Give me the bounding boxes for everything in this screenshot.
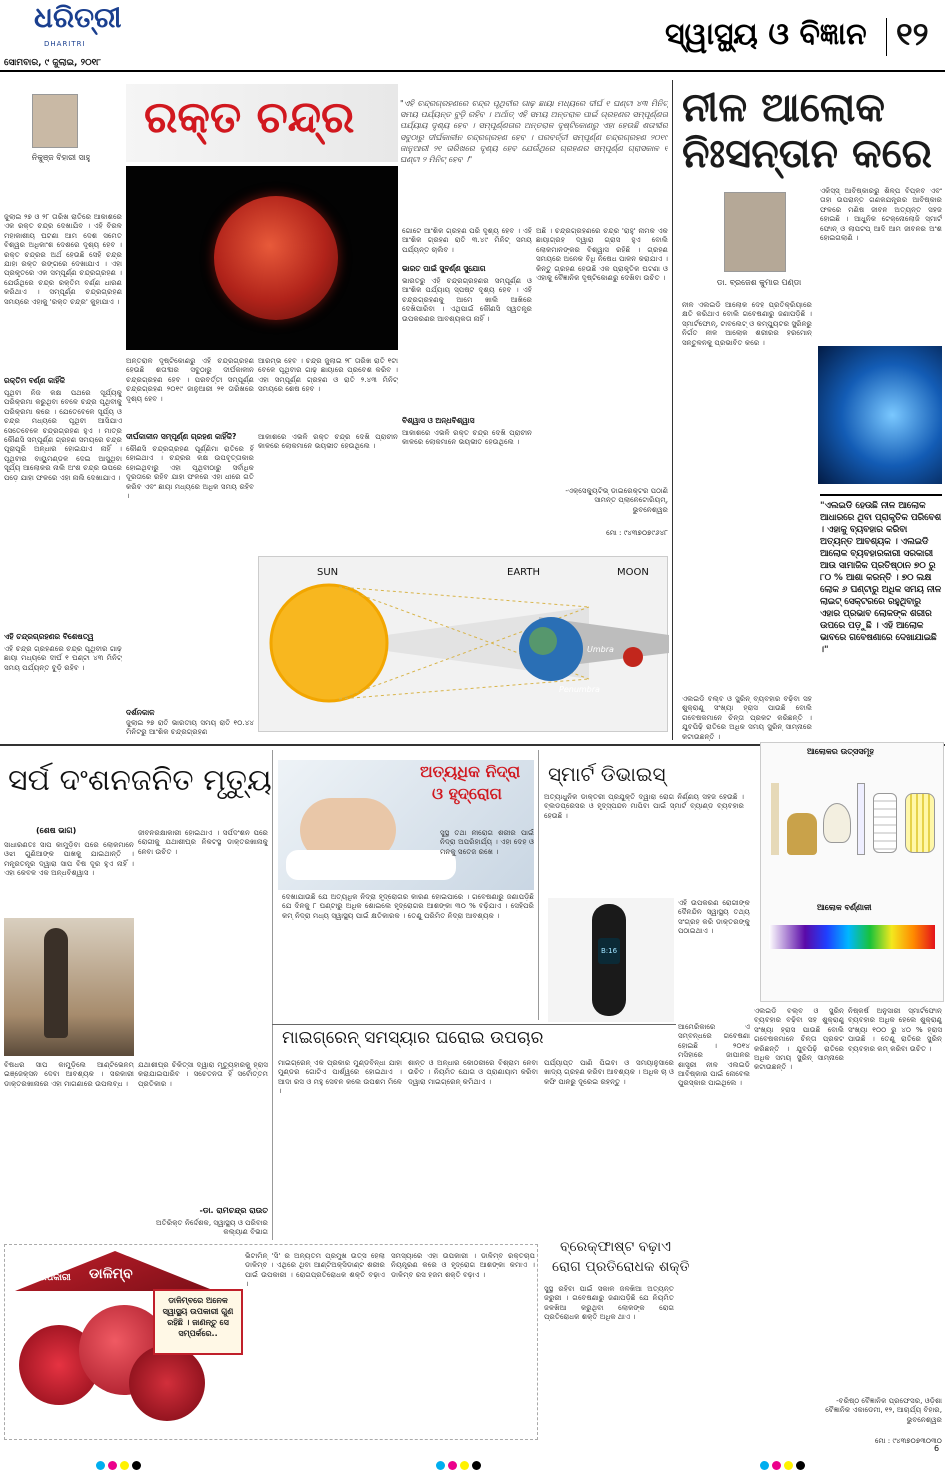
spectrum-bar — [805, 925, 935, 949]
date-line: ସୋମବାର, ୯ ଜୁଲାଇ, ୨୦୧୮ — [4, 58, 101, 68]
snakebite-byline2: ଅତିରିକ୍ତ ନିର୍ଦ୍ଦେଶକ, ସ୍ୱାସ୍ଥ୍ୟ ଓ ପରିବାର କଲ୍ୟାଣ ବିଭାଗ — [155, 1218, 268, 1237]
pomegranate-label: ଉପକାରୀ — [39, 1273, 71, 1283]
light-sources-title: ଆଲୋକର ଉତ୍ସସମୂହ — [807, 747, 875, 756]
blood-moon-sub-viewing: ଦର୍ଶନକାଳ — [126, 708, 155, 717]
spectrum-title: ଆଲୋକ ବର୍ଣ୍ଣାଳୀ — [817, 903, 872, 912]
masthead-logo: ଧରିତ୍ରୀ — [34, 1, 122, 34]
blue-light-phone: ମୋ : ୯୪୩୭୦୭୩୦୩୦ — [874, 1436, 942, 1445]
footer-bar — [0, 1444, 945, 1471]
blood-moon-col3: ଆରମ୍ଭ ହେବ । ଚନ୍ଦ୍ର ଜୁଲାଇ ୨୮ ତାରିଖ ରାତି ୧ଟା ବେଳେ ପୃଥିବୀର ଗାଢ଼ ଛାୟାରେ ପ୍ରବେଶ କରିବ । ଏହା ସମ୍ପୂର୍ଣ୍ଣ ଗ୍ରହଣ ଓ ରାତି ୨.୪୩ ମିନିଟ୍ ସମୟରେ ଶେଷ ହେବ । — [258, 356, 398, 394]
blood-moon-sub2: ଏହି ଚନ୍ଦ୍ରଗ୍ରହଣର ବିଶେଷତ୍ୱ — [4, 632, 94, 641]
blood-moon-byline: -ଏକ୍ସେକ୍ୟୁଟିଭ୍ ଡାଇରେକ୍ଟର ପଠାଣି ସାମନ୍ତ ପ୍ଲାନେଟୋରିୟମ୍, ଭୁବନେଶ୍ୱର — [565, 486, 668, 514]
blue-light-col3-text: ଆମେରିକାରେ ଏ ସମ୍ବନ୍ଧରେ ଗବେଷଣା ହୋଇଛି । ୨୦୧୪ ମସିହାରେ ଜାପାନର ଶାସ୍ତ୍ରୀ ନୀଳ ଏଲଇଡି ଆବିଷ୍କାର ପାଇଁ ନୋବେଲ ପୁରସ୍କାର ପାଇଥିଲେ । — [678, 1022, 750, 1088]
smart-band-photo — [548, 898, 674, 1022]
breakfast-title-1: ବ୍ରେକ୍‌ଫାଷ୍ଟ ବଢ଼ାଏ — [560, 1239, 671, 1255]
blood-moon-col1: ଜୁଲାଇ ୨୭ ଓ ୨୮ ତାରିଖ ରାତିରେ ଆକାଶରେ ଏକ ରକ୍ତ ଚନ୍ଦ୍ର ଦେଖାଯିବ । ଏହି ବିରଳ ମହାକାଶୀୟ ଘଟଣା ଆମ ଦେଶ ସମେତ ବିଶ୍ୱର ଅଧିକାଂଶ ଦେଶରେ ଦୃଶ୍ୟ ହେବ । ରକ୍ତ ଚନ୍ଦ୍ରର ଅର୍ଥ ହେଉଛି ସେହି ଚନ୍ଦ୍ର ଯାହା ରକ୍ତ ରଙ୍ଗରେ ଦେଖାଯାଏ । ଏହା ପ୍ରକୃତରେ ଏକ ସମ୍ପୂର୍ଣ୍ଣ ଚନ୍ଦ୍ରଗ୍ରହଣ । ଯେଉଁଥିରେ ଚନ୍ଦ୍ର ରକ୍ତିମ ବର୍ଣ୍ଣ ଧାରଣ କରିଥାଏ । ସମ୍ପୂର୍ଣ୍ଣ ଚନ୍ଦ୍ରଗ୍ରହଣ ସମୟରେ ଏହାକୁ 'ରକ୍ତ ଚନ୍ଦ୍ର' କୁହାଯାଏ । — [4, 212, 122, 306]
registration-marks-right — [760, 1455, 808, 1471]
smart-title: ସ୍ମାର୍ଟ ଡିଭାଇସ୍ — [548, 762, 666, 786]
page-marker: 6 — [934, 1444, 940, 1453]
snakebite-byline: -ଡା. ରାମଚନ୍ଦ୍ର ରାଉତ — [199, 1206, 268, 1215]
led-strip-photo — [818, 346, 942, 484]
page-number: ୧୨ — [896, 15, 929, 53]
blood-moon-col3b: ଗୋଟେ ଆଂଶିକ ଗ୍ରହଣ ପରି ଦୃଶ୍ୟ ହେବ । ଏହି ଆଂଶିକ ଗ୍ରହଣ ରାତି ୩.୪୯ ମିନିଟ୍ ସମୟ ପର୍ଯ୍ୟନ୍ତ ଚାଲିବ । — [402, 226, 532, 254]
snakebite-col4: ଯଥାଶୀଘ୍ର ଚିକିତ୍ସା ଦ୍ୱାରା ମୃତ୍ୟୁହାରକୁ ହ୍ରାସ କରାଯାଇପାରିବ । ସଚେତନତା ହିଁ ସର୍ବୋତ୍ତମ ପ୍ରତିକାର । — [138, 1060, 268, 1088]
registration-marks-mid — [436, 1455, 484, 1471]
blood-moon-title: ରକ୍ତ ଚନ୍ଦ୍ର — [144, 92, 355, 143]
snakebite-title: ସର୍ପ ଦଂଶନଜନିତ ମୃତ୍ୟୁ — [8, 763, 272, 798]
pomegranate-callout: ଡାଳିମ୍ବରେ ଅନେକ ସ୍ୱାସ୍ଥ୍ୟ ଉପକାରୀ ଗୁଣ ରହିଛି । ଜାଣନ୍ତୁ ସେ ସମ୍ପର୍କରେ.. — [153, 1289, 243, 1355]
blood-moon-col3c: ଭାରତରୁ ଏହି ଚନ୍ଦ୍ରଗ୍ରହଣର ସମ୍ପୂର୍ଣ୍ଣ ଓ ଆଂଶିକ ପର୍ଯ୍ୟାୟ ସ୍ପଷ୍ଟ ଦୃଶ୍ୟ ହେବ । ଏହି ଚନ୍ଦ୍ରଗ୍ରହଣକୁ ଆମେ ଖାଲି ଆଖିରେ ଦେଖିପାରିବା । ଏଥିପାଇଁ କୌଣସି ସ୍ୱତନ୍ତ୍ର ଉପକରଣର ଆବଶ୍ୟକତା ନାହିଁ । — [402, 276, 532, 323]
migraine-col1: ମାଇଗ୍ରେନ୍ ଏକ ପ୍ରକାର ମୁଣ୍ଡବିନ୍ଧା ଯାହା ମୁଣ୍ଡର ଗୋଟିଏ ପାର୍ଶ୍ୱରେ ହୋଇଥାଏ । ଆଦା ରସ ଓ ମହୁ ସେବନ କଲେ ଉପଶମ ମିଳେ । — [278, 1058, 402, 1096]
column-rule-2 — [272, 750, 273, 1240]
registration-marks-left — [96, 1455, 144, 1471]
blood-moon-col3d: ଆକାଶରେ ଏଭଳି ରକ୍ତ ଚନ୍ଦ୍ର ଦେଖି ପ୍ରାଚୀନ କାଳରେ ଲୋକମାନେ ଭୟଭୀତ ହେଉଥିଲେ । — [402, 428, 532, 447]
oil-lamp-icon — [787, 813, 817, 855]
sleep-intro: ସୁସ୍ଥ ତଥା ନୀରୋଗ ଶରୀର ପାଇଁ ନିଦ୍ରା ଅପରିହାର୍ଯ୍ୟ । ଏହା ଦେହ ଓ ମନକୁ ସତେଜ ରଖେ । — [440, 828, 534, 856]
sleep-title-2: ଓ ହୃଦ୍‌ରୋଗ — [432, 784, 502, 803]
author2-photo — [724, 192, 786, 272]
blood-moon-col3-more: ଆକାଶରେ ଏଭଳି ରକ୍ତ ଚନ୍ଦ୍ର ଦେଖି ପ୍ରାଚୀନ କାଳରେ ଲୋକମାନେ ଭୟଭୀତ ହେଉଥିଲେ । — [258, 432, 398, 451]
blue-light-intro: ଏକିସ୍ସ୍ ଆବିଷ୍କାରରୁ ଶିଳ୍ପ ବିପ୍ଳବ ଏବଂ ତାହା ଉପରାନ୍ତ ଗଣକଯନ୍ତ୍ରର ଆବିଷ୍କାର ଫଳରେ ମଣିଷ ଜୀବନ ଅତ୍ୟନ୍ତ ସହଜ ହୋଇଛି । ଆଧୁନିକ ଟେକ୍ନୋଲୋଜି ସ୍ମାର୍ଟ ଫୋନ୍ ଓ ଲାପଟପ୍ ଆଦି ଆମ ଜୀବନର ଅଂଶ ହୋଇଗଲାଣି । — [820, 186, 942, 243]
snakebite-col2: ଜୀବନରକ୍ଷାକାରୀ ହୋଇଥାଏ । ସର୍ପଦଂଶନ ପରେ ରୋଗୀକୁ ଯଥାଶୀଘ୍ର ନିକଟସ୍ଥ ଡାକ୍ତରଖାନାକୁ ନେବା ଉଚିତ । — [138, 828, 268, 856]
red-moon-image — [214, 196, 338, 320]
sun-label: SUN — [317, 567, 339, 578]
pomegranate-col2: ସମସ୍ୟାରେ ଏହା ଉପକାରୀ । ଡାଳିମ୍ବ ରକ୍ତଚାପ ନିୟନ୍ତ୍ରଣ କରେ ଓ ହୃଦ୍‌ରୋଗ ଆଶଙ୍କା କମାଏ । ଡାଳିମ୍ବ ରସ ହଜମ ଶକ୍ତି ବଢ଼ାଏ । — [391, 1251, 535, 1279]
column-rule — [672, 80, 673, 740]
author2-caption: ଡା. ବ୍ରଜେଶ କୁମାର ପଣ୍ଡା — [716, 278, 802, 287]
blood-moon-phone: ମୋ : ୯୪୩୭୦୭୯୬୪୮ — [606, 528, 668, 537]
author-caption: ନିକୁଞ୍ଜ ବିହାରୀ ସାହୁ — [31, 153, 91, 162]
blood-moon-sub4: ଭାରତ ପାଇଁ ସୁବର୍ଣ୍ଣ ସୁଯୋଗ — [402, 264, 486, 273]
led-bulb-icon — [905, 793, 935, 853]
cobra-photo — [4, 918, 134, 1056]
pomegranate-col1: ଭିଟାମିନ୍ 'ସି' ର ଅନ୍ୟତମ ପ୍ରମୁଖ ଉତ୍ସ ହେଲା ଡାଳିମ୍ବ । ଏଥିରେ ଥିବା ଆଣ୍ଟିଅକ୍ସିଡାଣ୍ଟ ଶରୀର ପାଇଁ ଉପକାରୀ । ରୋଗପ୍ରତିରୋଧକ ଶକ୍ତି ବଢ଼ାଏ । — [245, 1251, 385, 1289]
umbra-label: Umbra — [587, 645, 614, 654]
candle-icon — [771, 783, 779, 855]
bulb-icon — [823, 803, 851, 843]
column-rule-3 — [538, 750, 539, 1020]
blue-light-col4: ନିଷ୍କର୍ଷ ଅନୁସାରୀ ସ୍ମାର୍ଟଫୋନ୍ ବ୍ୟବହାର ଅଧିକ ହେଲେ ଶୁକ୍ରାଣୁ ସଂଖ୍ୟା ୧୦୦ ରୁ ୪୦ % ହ୍ରାସ ପାଉଛି । ତେଣୁ ରାତିରେ ସ୍କ୍ରିନ୍ ବ୍ୟବହାର କମ୍ କରିବା ଉଚିତ । — [848, 1006, 942, 1053]
masthead-rule — [0, 70, 945, 72]
blue-light-byline: -ବରିଷ୍ଠ ବୈଜ୍ଞାନିକ ପ୍ରଫେସର, ଓଡ଼ିଶା ବୈଜ୍ଞାନିକ ଏକାଡେମୀ, ୧୨, ଆଚାର୍ଯ୍ୟ ବିହାର, ଭୁବନେଶ୍ୱର — [825, 1396, 942, 1424]
snakebite-col3: ବିଷଧର ସାପ କାମୁଡ଼ିଲେ ଆଣ୍ଟିଭେନମ୍ ଇଞ୍ଜେକ୍ସନ ଦେବା ଆବଶ୍ୟକ । ସରକାରୀ ଡାକ୍ତରଖାନାରେ ଏହା ମାଗଣାରେ ଉପଲବ୍ଧ । — [4, 1060, 134, 1088]
masthead-divider — [886, 18, 887, 56]
breakfast-body: ସୁସ୍ଥ ରହିବା ପାଇଁ ସକାଳ ଜଳଖିଆ ଅତ୍ୟନ୍ତ ଜରୁରୀ । ଗବେଷଣାରୁ ଜଣାପଡ଼ିଛି ଯେ ନିୟମିତ ଜଳଖିଆ କରୁଥିବା ଲୋକଙ୍କ ରୋଗ ପ୍ରତିରୋଧକ ଶକ୍ତି ଅଧିକ ଥାଏ । — [544, 1284, 674, 1322]
migraine-title: ମାଇଗ୍ରେନ୍ ସମସ୍ୟାର ଘରୋଇ ଉପଚାର — [282, 1028, 544, 1048]
pomegranate-title: ଡାଳିମ୍ବ — [89, 1266, 133, 1282]
masthead-logo-sub: DHARITRI — [44, 40, 86, 48]
moon-label: MOON — [617, 567, 649, 578]
blood-moon-col4: ଅଛି । ଚନ୍ଦ୍ରଗ୍ରହଣରେ ଚନ୍ଦ୍ର 'ରାହୁ' ନାମକ ଏକ ଛାୟାଗ୍ରହ ଦ୍ୱାରା ଗ୍ରାସ ହୁଏ ବୋଲି ଲୋକମାନଙ୍କର ବିଶ୍ୱାସ ରହିଛି । ଗ୍ରହଣ ସମୟରେ ଅନେକ ବିଧି ନିଷେଧ ପାଳନ କରାଯାଏ । କିନ୍ତୁ ଗ୍ରହଣ ହେଉଛି ଏକ ପ୍ରାକୃତିକ ଘଟଣା ଓ ଏହାକୁ ବୈଜ୍ଞାନିକ ଦୃଷ୍ଟିକୋଣରୁ ଦେଖିବା ଉଚିତ । — [536, 226, 668, 283]
blood-moon-sub3: ଦୀର୍ଘକାଳୀନ ସମ୍ପୂର୍ଣ୍ଣ ଗ୍ରହଣ କାହିଁକି? — [126, 432, 237, 441]
sun-shape — [271, 585, 387, 701]
migraine-col3: ପର୍ଯ୍ୟାପ୍ତ ପାଣି ପିଇବା ଓ ସମୟାନୁସାରେ ଖାଦ୍ୟ ଗ୍ରହଣ କରିବା ଆବଶ୍ୟକ । ଅଧିକ ଚା ଓ କଫି ପାନରୁ ଦୂରେଇ ରହନ୍ତୁ । — [544, 1058, 674, 1086]
blood-moon-col1c: ଏହି ଚନ୍ଦ୍ର ଗ୍ରହଣରେ ଚନ୍ଦ୍ର ପୃଥିବୀର ଗାଢ଼ ଛାୟା ମଧ୍ୟରେ ଦୀର୍ଘ ୧ ଘଣ୍ଟା ୪୩ ମିନିଟ୍ ସମୟ ପର୍ଯ୍ୟନ୍ତ ବୁଡ଼ି ରହିବ । — [4, 644, 122, 672]
penumbra-label: Penumbra — [559, 685, 600, 694]
band-screen-shape: B:16 — [598, 938, 620, 964]
smart-body-2: ଏହି ଉପକରଣ ରୋଗୀଙ୍କ ଦୈନନ୍ଦିନ ସ୍ୱାସ୍ଥ୍ୟ ତଥ୍ୟ ସଂଗ୍ରହ କରି ଡାକ୍ତରଙ୍କୁ ପଠାଇଥାଏ । — [678, 898, 750, 936]
blood-moon-col1b: ପୃଥିବୀ ନିଜ କକ୍ଷ ପଥରେ ସୂର୍ଯ୍ୟକୁ ପରିକ୍ରମା କରୁଥିବା ବେଳେ ଚନ୍ଦ୍ର ପୃଥିବୀକୁ ପରିକ୍ରମା କରେ । ଯେତେବେଳେ ସୂର୍ଯ୍ୟ ଓ ଚନ୍ଦ୍ର ମଧ୍ୟରେ ପୃଥିବୀ ଆସିଯାଏ ସେତେବେଳେ ଚନ୍ଦ୍ରଗ୍ରହଣ ହୁଏ । ମାତ୍ର କୌଣସି ସମ୍ପୂର୍ଣ୍ଣ ଗ୍ରହଣ ସମୟରେ ଚନ୍ଦ୍ର ପୂରାପୂରି ଅନ୍ଧାର ହୋଇଯାଏ ନାହିଁ । ପୃଥିବୀର ବାୟୁମଣ୍ଡଳ ଦେଇ ଆସୁଥିବା ସୂର୍ଯ୍ୟ ଆଲୋକର ନାଲି ଅଂଶ ଚନ୍ଦ୍ର ଉପରେ ପଡ଼େ ଯାହା ଫଳରେ ଏହା ନାଲି ଦେଖାଯାଏ । — [4, 388, 122, 482]
section-title: ସ୍ୱାସ୍ଥ୍ୟ ଓ ବିଜ୍ଞାନ — [665, 17, 867, 52]
pillow-shape — [286, 850, 456, 880]
earth-label: EARTH — [507, 567, 541, 578]
tube-light-icon — [857, 783, 865, 855]
spectrum-uv — [769, 925, 805, 949]
blue-light-col1: ନୀଳ ଏଲଇଡି ଆଲୋକ ଦେହ ପ୍ରତିକ୍ରିୟାରେ କ୍ଷତି କରିଥାଏ ବୋଲି ଗବେଷଣାରୁ ଜଣାପଡ଼ିଛି । ସ୍ମାର୍ଟଫୋନ୍, ଟାବଲେଟ୍ ଓ କମ୍ପ୍ୟୁଟର ସ୍କ୍ରିନରୁ ନିର୍ଗତ ନୀଳ ଆଲୋକ ଶରୀରର ହରମୋନ୍ ସନ୍ତୁଳନକୁ ପ୍ରଭାବିତ କରେ । — [682, 300, 812, 347]
sleep-title-1: ଅତ୍ୟଧିକ ନିଦ୍ରା — [420, 762, 521, 781]
blood-moon-photo — [126, 166, 398, 350]
blood-moon-intro-quote: "ଏହି ଚନ୍ଦ୍ରଗ୍ରହଣରେ ଚନ୍ଦ୍ର ପୃଥିବୀର ଗାଢ଼ ଛାୟା ମଧ୍ୟରେ ଦୀର୍ଘ ୧ ଘଣ୍ଟା ୪୩ ମିନିଟ୍ ସମୟ ପର୍ଯ୍ୟନ୍ତ ବୁଡ଼ି ରହିବ । ଅର୍ଥାତ୍ ଏହି ସମୟ ଅନ୍ତରାଳ ପାଇଁ ଗ୍ରହଣର ସମ୍ପୂର୍ଣ୍ଣତା ପର୍ଯ୍ୟାୟ ଦୃଶ୍ୟ ହେବ । ସମ୍ପୂର୍ଣ୍ଣତାର ଅନ୍ତରାଳ ଦୃଷ୍ଟିକୋଣରୁ ଏହା ହେଉଛି ଶତାବ୍ଦୀର ସବୁଠାରୁ ଦୀର୍ଘକାଳୀନ ଚନ୍ଦ୍ରଗ୍ରହଣ ହେବ । ପରବର୍ତ୍ତୀ ସମ୍ପୂର୍ଣ୍ଣ ଚନ୍ଦ୍ରଗ୍ରହଣ ୨୦୧୯ ଜାନୁଆରୀ ୨୧ ତାରିଖରେ ଦୃଶ୍ୟ ହେବ ଯେଉଁଥିରେ ଗ୍ରହଣର ସମ୍ପୂର୍ଣ୍ଣ ଗ୍ରାସକାଳ ୧ ଘଣ୍ଟା ୨ ମିନିଟ୍ ହେବ ।" — [400, 99, 668, 165]
pomegranate-box — [4, 1244, 538, 1440]
blood-moon-title-banner — [126, 84, 398, 162]
sleep-body: ଦେଖାଯାଉଛି ଯେ ଅତ୍ୟଧିକ ନିଦ୍ରା ହୃଦ୍‌ରୋଗର କାରଣ ହୋଇପାରେ । ଗବେଷଣାରୁ ଜଣାପଡ଼ିଛି ଯେ ଦିନକୁ ୮ ଘଣ୍ଟାରୁ ଅଧିକ ଶୋଇଲେ ହୃଦ୍‌ରୋଗର ଆଶଙ୍କା ୩୦ % ବଢ଼ିଯାଏ । ସେହିପରି କମ୍ ନିଦ୍ରା ମଧ୍ୟ ସ୍ୱାସ୍ଥ୍ୟ ପାଇଁ କ୍ଷତିକାରକ । ତେଣୁ ପରିମିତ ନିଦ୍ରା ଆବଶ୍ୟକ । — [282, 892, 534, 920]
migraine-col2: ଶାନ୍ତ ଓ ଅନ୍ଧାର କୋଠରୀରେ ବିଶ୍ରାମ ନେବା ଉଚିତ । ନିୟମିତ ଯୋଗ ଓ ପ୍ରାଣାୟାମ କରିବା ଦ୍ୱାରା ମାଇଗ୍ରେନ୍ କମିଥାଏ । — [408, 1058, 538, 1086]
eclipse-diagram — [258, 556, 668, 732]
blood-moon-col2c: ଜୁଲାଇ ୨୭ ରାତି ଭାରତୀୟ ସମୟ ରାତି ୧୦.୪୪ ମିନିଟରୁ ଆଂଶିକ ଚନ୍ଦ୍ରଗ୍ରହଣ — [126, 718, 254, 737]
blood-moon-col2: ଅନ୍ତରାଳ ଦୃଷ୍ଟିକୋଣରୁ ଏହି ଚନ୍ଦ୍ରଗ୍ରହଣ ହେଉଛି ଶତାବ୍ଦୀର ସବୁଠାରୁ ଦୀର୍ଘକାଳୀନ ଚନ୍ଦ୍ରଗ୍ରହଣ ହେବ । ପରବର୍ତ୍ତୀ ସମ୍ପୂର୍ଣ୍ଣ ଚନ୍ଦ୍ରଗ୍ରହଣ ୨୦୧୯ ଜାନୁଆରୀ ୨୧ ତାରିଖରେ ଦୃଶ୍ୟ ହେବ । — [126, 356, 254, 403]
masthead — [0, 0, 945, 72]
migraine-top-rule — [272, 1024, 676, 1025]
blood-moon-sub1: ରକ୍ତିମ ବର୍ଣ୍ଣ କାହିଁକି — [4, 376, 66, 385]
moon-shape — [623, 647, 643, 667]
author-photo — [32, 94, 78, 148]
smart-body: ଅତ୍ୟାଧୁନିକ ଡାକ୍ତରୀ ପ୍ରଯୁକ୍ତି ଦ୍ୱାରା ରୋଗ ନିର୍ଣ୍ଣୟ ସହଜ ହେଉଛି । ବ୍ଲଡପ୍ରେସର ଓ ହୃଦ୍‌ସ୍ପନ୍ଦନ ମାପିବା ପାଇଁ ସ୍ମାର୍ଟ ବ୍ୟାଣ୍ଡ ବ୍ୟବହାର ହେଉଛି । — [544, 792, 744, 820]
blue-light-col2-cont: ଏଲଇଡି ବଲ୍ବ ଓ ସ୍କ୍ରିନ୍ ବ୍ୟବହାର ବଢ଼ିବା ସହ ଶୁକ୍ରାଣୁ ସଂଖ୍ୟା ହ୍ରାସ ପାଉଛି ବୋଲି ଗବେଷକମାନେ ଚିନ୍ତା ପ୍ରକଟ କରିଛନ୍ତି । ଯୁବପିଢ଼ି ରାତିରେ ଅଧିକ ସମୟ ସ୍କ୍ରିନ୍ ସାମ୍ନାରେ କଟାଉଛନ୍ତି । — [754, 1006, 844, 1072]
blue-light-title-1: ନୀଳ ଆଲୋକ — [682, 84, 885, 131]
pomegranate-fruit-3 — [129, 1345, 205, 1421]
blue-light-pull-quote: "ଏଲଇଡି ହେଉଛି ନୀଳ ଆଲୋକ ଆଧାରରେ ଥିବା ପ୍ରାକୃତିକ ପରିବେଶ । ଏହାକୁ ବ୍ୟବହାର କରିବା ଅତ୍ୟନ୍ତ ଆବଶ୍ୟକ । ଏଲଇଡି ଆଲୋକ ବ୍ୟବହାରକାରୀ ସରକାରୀ ଆଉ ସାମାଜିକ ପ୍ରତିଷ୍ଠାନ ୭୦ ରୁ ୮୦ % ଆଶା କରନ୍ତି । ୭୦ ଲକ୍ଷ ଲୋକ ୬ ଘଣ୍ଟାରୁ ଅଧିକ ସମୟ ନୀଳ ଲାଇଟ୍ ସେକ୍ଟରରେ ରହୁଥିବାରୁ ଏହାର ପ୍ରଭାବ ଲୋକଙ୍କ ଶରୀର ଉପରେ ପଡ଼ୁଛି । ଏହି ଆଲୋକ ଭାବରେ ଗବେଷଣାରେ ଦେଖାଯାଇଛି ।" — [820, 494, 942, 744]
light-sources-chart — [760, 742, 944, 1002]
snakebite-col1: ସାଧାରଣତଃ ସାପ କାମୁଡ଼ିବା ପରେ ଲୋକମାନେ ଓଝା ଗୁଣିଆଙ୍କ ପାଖକୁ ଯାଇଥାନ୍ତି । ମନ୍ତ୍ରତନ୍ତ୍ର ଦ୍ୱାରା ସାପ ବିଷ ଦୂର ହୁଏ ନାହିଁ । ଏହା କେବଳ ଏକ ଅନ୍ଧବିଶ୍ୱାସ । — [4, 840, 134, 878]
blood-moon-col2b: କୌଣସି ଚନ୍ଦ୍ରଗ୍ରହଣ ପୂର୍ଣ୍ଣିମା ରାତିରେ ହିଁ ହୋଇଥାଏ । ଚନ୍ଦ୍ରର କକ୍ଷ ଉପବୃତ୍ତାକାର ହୋଇଥିବାରୁ ଏହା ପୃଥିବୀଠାରୁ ସର୍ବାଧିକ ଦୂରତାରେ ରହିବ ଯାହା ଫଳରେ ଏହା ଧୀରେ ଗତି କରିବ ଏବଂ ଛାୟା ମଧ୍ୟରେ ଅଧିକ ସମୟ ରହିବ । — [126, 444, 254, 501]
cfl-icon — [873, 793, 897, 853]
blue-light-title-2: ନିଃସନ୍ତାନ କରେ — [682, 130, 932, 177]
breakfast-title-2: ରୋଗ ପ୍ରତିରୋଧକ ଶକ୍ତି — [552, 1259, 690, 1275]
cobra-shape — [44, 928, 68, 1038]
snakebite-sub: (ଶେଷ ଭାଗ) — [36, 826, 77, 835]
blue-light-col2: ଏଲଇଡି ବଲ୍ବ ଓ ସ୍କ୍ରିନ୍ ବ୍ୟବହାର ବଢ଼ିବା ସହ ଶୁକ୍ରାଣୁ ସଂଖ୍ୟା ହ୍ରାସ ପାଉଛି ବୋଲି ଗବେଷକମାନେ ଚିନ୍ତା ପ୍ରକଟ କରିଛନ୍ତି । ଯୁବପିଢ଼ି ରାତିରେ ଅଧିକ ସମୟ ସ୍କ୍ରିନ୍ ସାମ୍ନାରେ କଟାଉଛନ୍ତି । — [682, 694, 812, 741]
blood-moon-sub5: ବିଶ୍ୱାସ ଓ ଅନ୍ଧବିଶ୍ୱାସ — [402, 416, 475, 425]
